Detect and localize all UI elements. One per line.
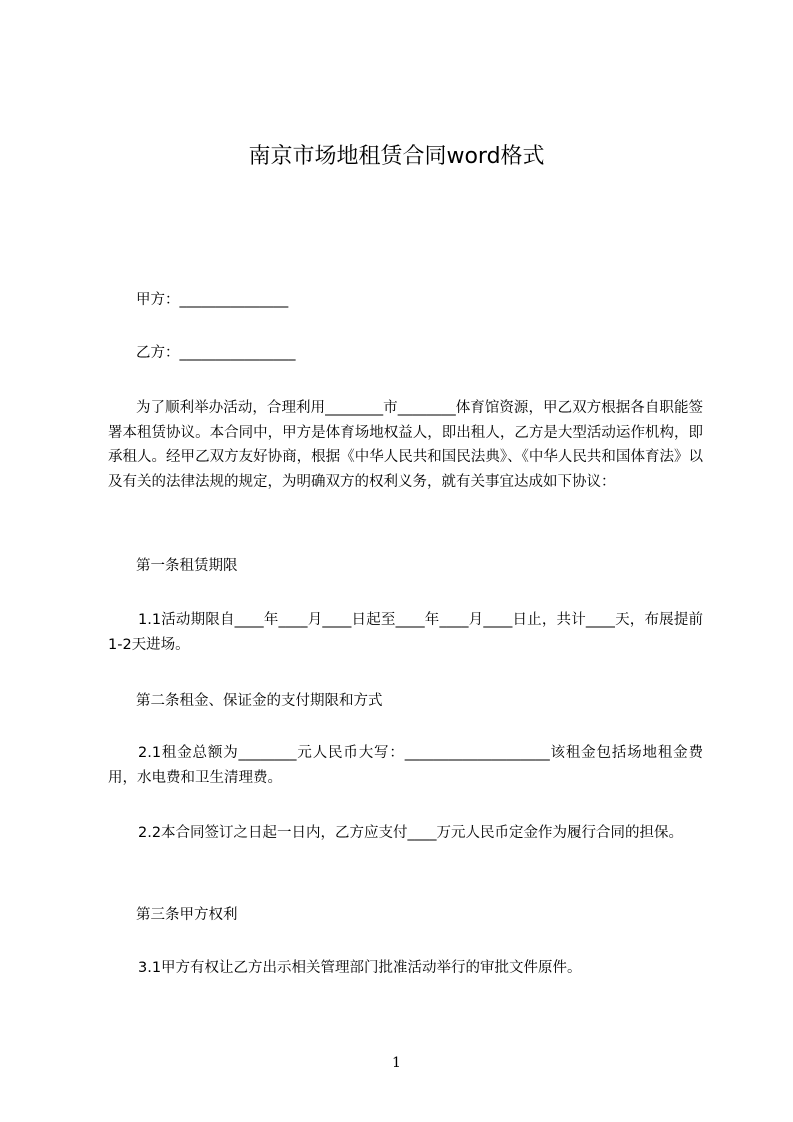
article-3-heading: 第三条甲方权利 xyxy=(136,907,238,923)
party-a-line: 甲方：_______________ xyxy=(136,292,289,308)
clause-2-1: 2.1租金总额为________元人民币大写：____________________该租金包括场地租金费用，水电费和卫生清理费。 xyxy=(108,745,703,786)
clause-3-1: 3.1甲方有权让乙方出示相关管理部门批准活动举行的审批文件原件。 xyxy=(138,960,582,976)
article-1-heading: 第一条租赁期限 xyxy=(136,558,238,574)
article-2-heading: 第二条租金、保证金的支付期限和方式 xyxy=(136,693,383,709)
clause-1-1: 1.1活动期限自____年____月____日起至____年____月____日止，共计____天，布展提前1-2天进场。 xyxy=(108,612,703,653)
preamble-paragraph: 为了顺利举办活动，合理利用________市________体育馆资源，甲乙双方根据各自职能签署本租赁协议。本合同中，甲方是体育场地权益人，即出租人，乙方是大型活动运作机构，即承租人。经甲乙双方友好协商，根据《中华人民共和国民法典》、《中华人民共和国体育法》以及有关的法律法规的规定，为明确双方的权利义务，就有关事宜达成如下协议： xyxy=(108,400,703,490)
page-number: 1 xyxy=(392,1055,401,1071)
document-title: 南京市场地租赁合同word格式 xyxy=(248,144,545,169)
clause-2-2: 2.2本合同签订之日起一日内，乙方应支付____万元人民币定金作为履行合同的担保。 xyxy=(138,825,684,841)
party-b-line: 乙方：________________ xyxy=(136,345,296,361)
